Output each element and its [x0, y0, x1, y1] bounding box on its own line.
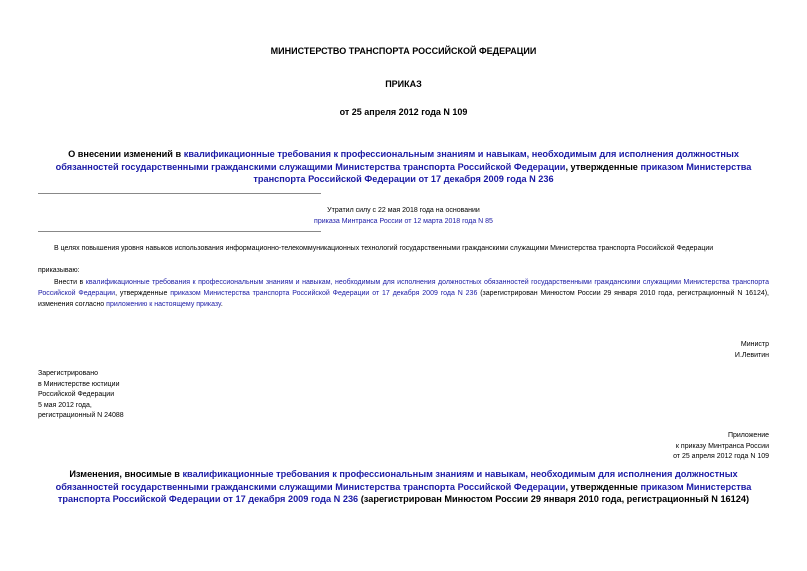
lost-force-note: Утратил силу с 22 мая 2018 года на основании: [327, 207, 480, 214]
title-text-2: , утвержденные: [565, 161, 641, 172]
title-link-order-236[interactable]: приказом Министерства транспорта Российской Федерации от 17 декабря 2009 года N 236: [253, 161, 752, 184]
item-text-2: , утвержденные: [115, 290, 171, 297]
item-link-appendix[interactable]: приложению к настоящему приказу: [106, 301, 221, 308]
registration-line: Зарегистрировано: [38, 370, 98, 377]
changes-text-2: , утвержденные: [565, 481, 641, 492]
appendix-line: Приложение: [727, 432, 769, 439]
purpose-paragraph: В целях повышения уровня навыков использования информационно-телекоммуникационных технологий государственными гражданскими служащими Министерства транспорта Российской Федерации: [54, 245, 714, 252]
basis-order-link[interactable]: приказа Минтранса России от 12 марта 2018 года N 85: [314, 218, 493, 225]
divider-top: [38, 193, 321, 194]
registration-line: Российской Федерации: [38, 391, 115, 399]
changes-link-order-236[interactable]: приказом Министерства транспорта Российской Федерации от 17 декабря 2009 года N 236: [57, 481, 752, 504]
divider-bottom: [38, 231, 321, 232]
signature-position: Министр: [740, 341, 769, 348]
item-text-end: .: [220, 301, 223, 308]
appendix-line: от 25 апреля 2012 года N 109: [673, 453, 769, 461]
registration-block: [38, 369, 124, 422]
changes-heading: [38, 468, 769, 506]
changes-text-1: Изменения, вносимые в: [69, 469, 183, 479]
order-item-paragraph: [38, 277, 769, 310]
signature-name: И.Левитин: [734, 352, 769, 359]
title-text-1: О внесении изменений в: [68, 149, 184, 159]
document-type: ПРИКАЗ: [385, 79, 422, 89]
item-text-3: (зарегистрирован Минюстом России 29 января 2010 года, регистрационный N 16124), изменения согласно: [38, 290, 770, 308]
registration-line: в Министерстве юстиции: [38, 380, 120, 388]
appendix-block: [673, 431, 769, 463]
title-link-requirements[interactable]: квалификационные требования к профессиональным знаниям и навыкам, необходимым для исполнения должностных обязанностей государственными гражданскими служащими Министерства транспорта Российской Федерации: [55, 149, 739, 172]
registration-line: регистрационный N 24088: [38, 412, 124, 420]
item-text-1: Внести в: [54, 279, 86, 286]
signature-block: [735, 339, 769, 361]
registration-line: 5 мая 2012 года,: [38, 401, 92, 409]
item-link-requirements[interactable]: квалификационные требования к профессиональным знаниям и навыкам, необходимым для исполнения должностных обязанностей государственными гражданскими служащими Министерства транспорта Российской Федерации: [38, 279, 769, 297]
order-word: приказываю:: [38, 267, 80, 274]
changes-link-requirements[interactable]: квалификационные требования к профессиональным знаниям и навыкам, необходимым для исполнения должностных обязанностей государственными гражданскими служащими Министерства транспорта Российской Федерации: [55, 469, 738, 492]
item-link-order-236[interactable]: приказом Министерства транспорта Российской Федерации от 17 декабря 2009 года N 236: [170, 290, 478, 297]
appendix-line: к приказу Минтранса России: [675, 442, 769, 450]
order-date-number: от 25 апреля 2012 года N 109: [339, 107, 468, 117]
ministry-heading: МИНИСТЕРСТВО ТРАНСПОРТА РОССИЙСКОЙ ФЕДЕРАЦИИ: [270, 46, 537, 56]
order-title: [38, 148, 769, 186]
changes-text-3: (зарегистрирован Минюстом России 29 января 2010 года, регистрационный N 16124): [358, 494, 750, 504]
